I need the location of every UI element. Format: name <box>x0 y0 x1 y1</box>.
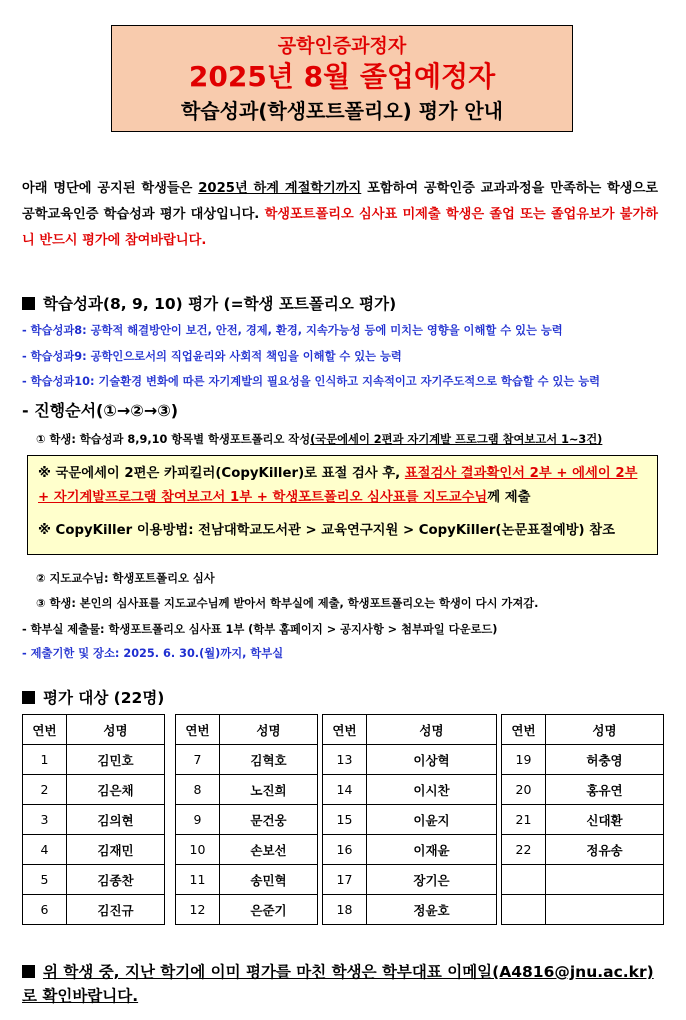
col-no-header: 연번 <box>176 715 220 745</box>
final-notice: 위 학생 중, 지난 학기에 이미 평가를 마친 학생은 학부대표 이메일(A4816@jnu.ac.kr)로 확인바랍니다. <box>22 963 654 1005</box>
table-row: 17 장기은 <box>323 865 497 895</box>
intro-warning: 학생포트폴리오 심사표 미제출 학생은 졸업 또는 졸업유보가 불가하니 반드시 평가에 참여바랍니다. <box>22 207 658 248</box>
step-1: ① 학생: 학습성과 8,9,10 항목별 학생포트폴리오 작성(국문에세이 2편과 자기계발 프로그램 참여보고서 1~3건) <box>36 433 603 446</box>
square-bullet-icon <box>22 691 35 704</box>
col-name-header: 성명 <box>67 715 165 745</box>
table-row <box>502 895 664 925</box>
title-line-3: 학습성과(학생포트폴리오) 평가 안내 <box>180 99 503 123</box>
table-row: 4 김재민 <box>23 835 165 865</box>
student-table-1 <box>22 714 165 925</box>
table-row: 13 이상혁 <box>323 745 497 775</box>
table-row: 9 문건웅 <box>176 805 318 835</box>
table-row: 5 김종찬 <box>23 865 165 895</box>
submission-items: - 학부실 제출물: 학생포트폴리오 심사표 1부 (학부 홈페이지 > 공지사항 > 첨부파일 다운로드) <box>22 623 498 636</box>
table-row: 6 김진규 <box>23 895 165 925</box>
table-row: 3 김의현 <box>23 805 165 835</box>
intro-text-1: 아래 명단에 공지된 학생들은 <box>22 181 199 196</box>
title-box <box>111 25 573 132</box>
table-row: 19 허충영 <box>502 745 664 775</box>
table-row: 7 김혁호 <box>176 745 318 775</box>
table-row: 15 이윤지 <box>323 805 497 835</box>
col-no-header: 연번 <box>23 715 67 745</box>
table-row <box>502 865 664 895</box>
table-row: 16 이재윤 <box>323 835 497 865</box>
intro-text-2: 포함하여 공학인증 교과과정을 만족하는 학생으로 공학교육인증 학습성과 평가 대상입니다. <box>22 181 658 222</box>
intro-paragraph <box>22 176 658 254</box>
table-row: 1 김민호 <box>23 745 165 775</box>
outcome-9: - 학습성과9: 공학인으로서의 직업윤리와 사회적 책임을 이해할 수 있는 능력 <box>22 350 402 363</box>
step-3: ③ 학생: 본인의 심사표를 지도교수님께 받아서 학부실에 제출, 학생포트폴리오는 학생이 다시 가져감. <box>36 597 539 610</box>
intro-term: 2025년 하계 계절학기까지 <box>198 181 362 196</box>
notice-1: ※ 국문에세이 2편은 카피킬러(CopyKiller)로 표절 검사 후, 표절검사 결과확인서 2부 + 에세이 2부+ 자기계발프로그램 참여보고서 1부 + 학생포트폴리오 심사표를 지도교수님께 제출 <box>38 466 638 505</box>
notice-box <box>27 455 658 555</box>
col-no-header: 연번 <box>323 715 367 745</box>
outcome-10: - 학습성과10: 기술환경 변화에 따른 자기계발의 필요성을 인식하고 지속적이고 자기주도적으로 학습할 수 있는 능력 <box>22 375 601 388</box>
table-row: 20 홍유연 <box>502 775 664 805</box>
table-row: 2 김은채 <box>23 775 165 805</box>
col-name-header: 성명 <box>546 715 664 745</box>
square-bullet-icon <box>22 297 35 310</box>
deadline: - 제출기한 및 장소: 2025. 6. 30.(월)까지, 학부실 <box>22 647 284 660</box>
table-row: 21 신대환 <box>502 805 664 835</box>
student-table-2 <box>175 714 318 925</box>
table-row: 8 노진희 <box>176 775 318 805</box>
title-line-1: 공학인증과정자 <box>277 35 407 57</box>
col-name-header: 성명 <box>367 715 497 745</box>
table-row: 10 손보선 <box>176 835 318 865</box>
student-table-4 <box>501 714 664 925</box>
col-no-header: 연번 <box>502 715 546 745</box>
table-row: 14 이시찬 <box>323 775 497 805</box>
step-2: ② 지도교수님: 학생포트폴리오 심사 <box>36 572 215 585</box>
table-row: 12 은준기 <box>176 895 318 925</box>
notice-2: ※ CopyKiller 이용방법: 전남대학교도서관 > 교육연구지원 > CopyKiller(논문표절예방) 참조 <box>38 523 615 538</box>
student-table-3 <box>322 714 497 925</box>
table-row: 11 송민혁 <box>176 865 318 895</box>
section2-heading: 평가 대상 (22명) <box>22 686 164 708</box>
square-bullet-icon <box>22 965 35 978</box>
table-row: 18 정윤호 <box>323 895 497 925</box>
table-row: 22 정유송 <box>502 835 664 865</box>
title-line-2: 2025년 8월 졸업예정자 <box>188 60 496 93</box>
outcome-8: - 학습성과8: 공학적 해결방안이 보건, 안전, 경제, 환경, 지속가능성 등에 미치는 영향을 이해할 수 있는 능력 <box>22 324 563 337</box>
col-name-header: 성명 <box>220 715 318 745</box>
section1-heading: 학습성과(8, 9, 10) 평가 (=학생 포트폴리오 평가) <box>22 292 396 314</box>
steps-title: - 진행순서(①→②→③) <box>22 401 179 420</box>
